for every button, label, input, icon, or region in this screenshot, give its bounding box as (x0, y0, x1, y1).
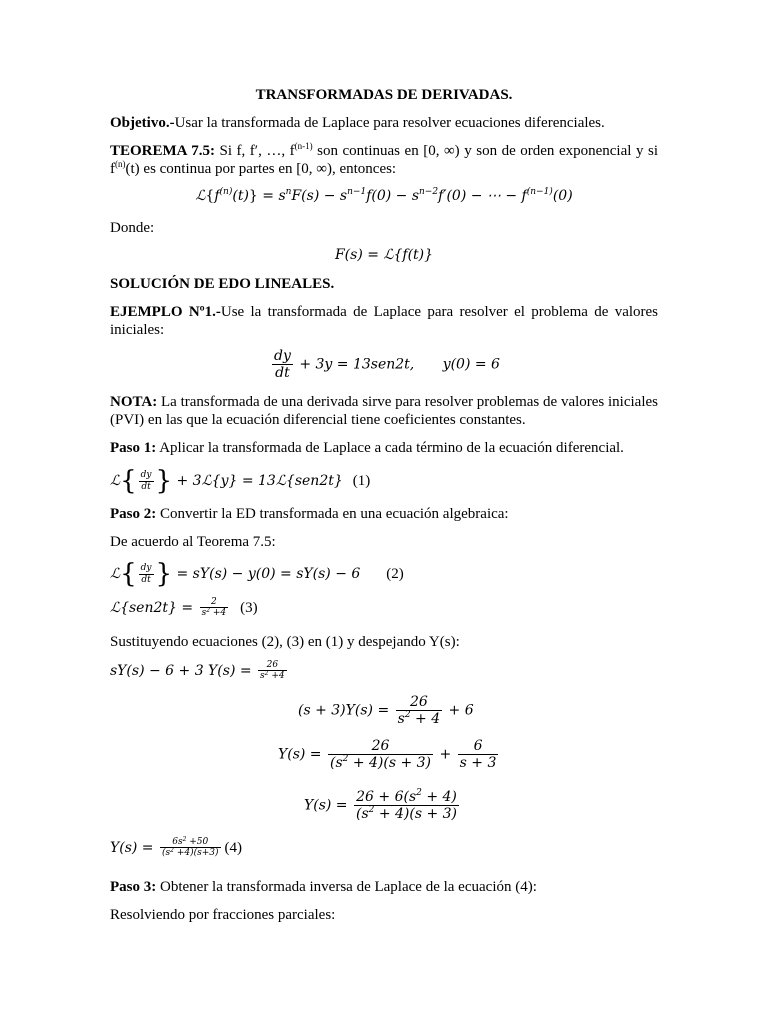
objective-text: Usar la transformada de Laplace para resolver ecuaciones diferenciales. (174, 115, 605, 131)
step-3: Paso 3: Obtener la transformada inversa de Laplace de la ecuación (4): (110, 879, 537, 895)
theorem-reference: De acuerdo al Teorema 7.5: (110, 534, 276, 550)
where-label: Donde: (110, 220, 155, 236)
step-1: Paso 1: Aplicar la transformada de Laplace a cada término de la ecuación diferencial. (110, 440, 624, 456)
equation-substituted: sY(s) − 6 + 3 Y(s) = $\frac{26}{s^2 +4}$ (110, 660, 285, 682)
page-title: TRANSFORMADAS DE DERIVADAS. (255, 87, 513, 103)
example-statement: EJEMPLO Nº1.-Use la transformada de Laplace para resolver el problema de valores iniciales: (110, 304, 659, 338)
objective-label: Objetivo.- (110, 115, 175, 131)
equation-ys-combined: Y(s) = $\frac{26 + 6(s^2 + 4)}{(s^2 + 4)(s + 3)}$ (304, 788, 458, 823)
section-heading: SOLUCIÓN DE EDO LINEALES. (110, 276, 335, 292)
substitution-text: Sustituyendo ecuaciones (2), (3) en (1) y despejando Y(s): (110, 634, 460, 650)
equation-ys-split: Y(s) = $\frac{26}{(s^2 + 4)(s + 3)}$ + $\frac{6}{s + 3}$ (278, 738, 497, 772)
theorem-formula: $ℒ\{f^{(n)}(t)\} = s^nF(s) - s^{n-1}f(0) - s^{n-2}f'(0)$ − ⋯ − $f^{(n-1)}(0)$ (195, 187, 573, 204)
equation-4: Y(s) = $\frac{6s^2 +50}{(s^2 +4)(s+3)}$ (4) (110, 836, 243, 859)
equation-3: ℒ{sen2t} = $\frac{2}{s^2 +4}$ (3) (110, 597, 258, 619)
theorem-statement: TEOREMA 7.5: Si f, f′, …, $f^{(n-1)}$ son continuas en [0, ∞) y son de orden exponencial y si $f^{(n)}(t)$ es continua por partes en [0, ∞), entonces: (110, 141, 658, 177)
step-2: Paso 2: Convertir la ED transformada en una ecuación algebraica: (110, 506, 509, 522)
partial-fractions-text: Resolviendo por fracciones parciales: (110, 907, 336, 923)
definition-formula: F(s) = ℒ{f(t)} (334, 247, 434, 263)
equation-grouped: (s + 3)Y(s) = $\frac{26}{s^2 + 4}$ + 6 (298, 694, 474, 728)
objective (110, 114, 658, 132)
note-paragraph: NOTA: La transformada de una derivada sirve para resolver problemas de valores iniciales (PVI) en las que la ecuación diferencial tiene coeficientes constantes. (110, 394, 658, 428)
equation-1: ℒ{ $\frac{dy}{dt}$ } + 3ℒ{y} = 13ℒ{sen2t} (1) (110, 466, 371, 496)
ode-equation: $\frac{dy}{dt}$ + 3y = 13sen2t, y(0) = 6 (274, 348, 500, 382)
equation-2: ℒ{ $\frac{dy}{dt}$ } = sY(s) − y(0) = sY(s) − 6 (2) (110, 559, 404, 589)
